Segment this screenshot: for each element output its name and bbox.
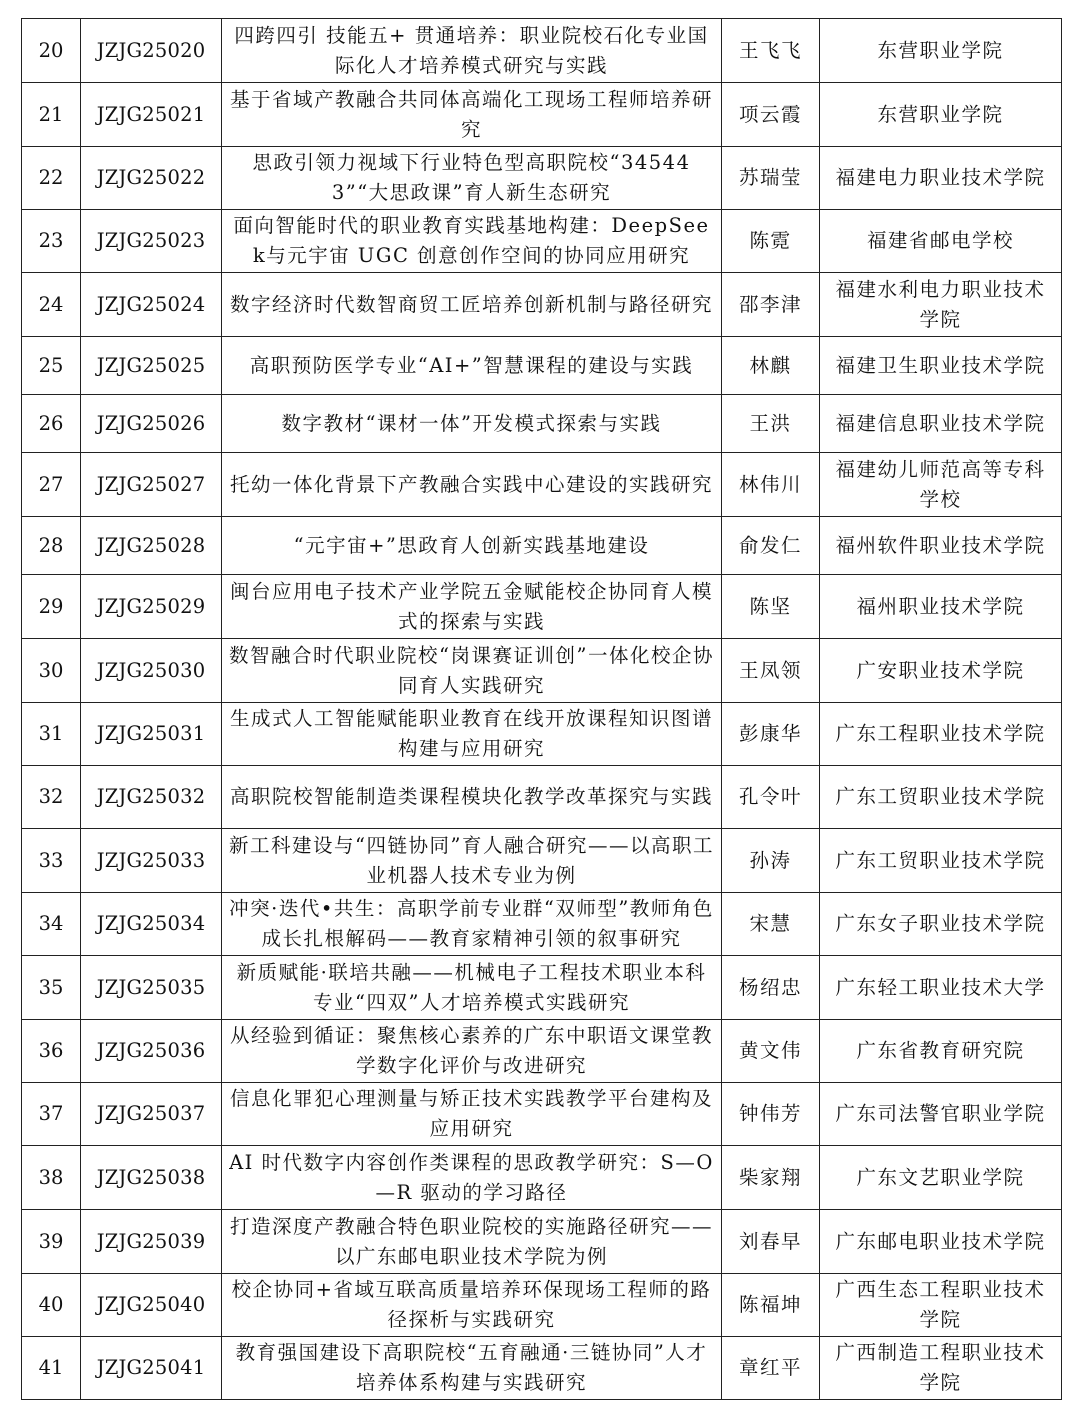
table-row xyxy=(22,703,1062,766)
cell-project-leader: 陈霓 xyxy=(722,210,820,273)
cell-project-leader: 刘春早 xyxy=(722,1210,820,1274)
cell-project-leader: 王凤领 xyxy=(722,639,820,703)
cell-project-code: JZJG25037 xyxy=(81,1083,222,1146)
cell-institution: 东营职业学院 xyxy=(820,83,1062,147)
cell-project-title: AI 时代数字内容创作类课程的思政教学研究：S—O—R 驱动的学习路径 xyxy=(222,1146,722,1210)
cell-project-leader: 林伟川 xyxy=(722,453,820,517)
cell-serial-number: 22 xyxy=(22,147,81,210)
cell-institution: 广东省教育研究院 xyxy=(820,1020,1062,1083)
table-row xyxy=(22,829,1062,893)
cell-institution: 福建幼儿师范高等专科学校 xyxy=(820,453,1062,517)
cell-institution: 广东司法警官职业学院 xyxy=(820,1083,1062,1146)
cell-project-code: JZJG25038 xyxy=(81,1146,222,1210)
table-body xyxy=(22,19,1062,1400)
cell-project-code: JZJG25020 xyxy=(81,19,222,83)
cell-project-code: JZJG25035 xyxy=(81,956,222,1020)
table-row xyxy=(22,575,1062,639)
cell-project-leader: 苏瑞莹 xyxy=(722,147,820,210)
cell-serial-number: 34 xyxy=(22,893,81,956)
cell-project-leader: 项云霞 xyxy=(722,83,820,147)
table-row xyxy=(22,639,1062,703)
project-list-table xyxy=(21,18,1062,1400)
cell-project-title: 高职院校智能制造类课程模块化教学改革探究与实践 xyxy=(222,766,722,829)
table-row xyxy=(22,453,1062,517)
table-row xyxy=(22,395,1062,453)
cell-institution: 广西制造工程职业技术学院 xyxy=(820,1337,1062,1400)
cell-serial-number: 21 xyxy=(22,83,81,147)
cell-project-leader: 邵李津 xyxy=(722,273,820,337)
cell-project-code: JZJG25028 xyxy=(81,517,222,575)
table-row xyxy=(22,273,1062,337)
cell-project-title: 数字经济时代数智商贸工匠培养创新机制与路径研究 xyxy=(222,273,722,337)
cell-project-title: 从经验到循证：聚焦核心素养的广东中职语文课堂教学数字化评价与改进研究 xyxy=(222,1020,722,1083)
cell-project-title: “元宇宙+”思政育人创新实践基地建设 xyxy=(222,517,722,575)
table-row xyxy=(22,210,1062,273)
cell-project-leader: 彭康华 xyxy=(722,703,820,766)
cell-project-code: JZJG25039 xyxy=(81,1210,222,1274)
cell-serial-number: 28 xyxy=(22,517,81,575)
cell-institution: 福州软件职业技术学院 xyxy=(820,517,1062,575)
cell-serial-number: 26 xyxy=(22,395,81,453)
cell-institution: 广西生态工程职业技术学院 xyxy=(820,1274,1062,1337)
cell-project-leader: 王洪 xyxy=(722,395,820,453)
cell-project-leader: 宋慧 xyxy=(722,893,820,956)
cell-institution: 广东工贸职业技术学院 xyxy=(820,766,1062,829)
cell-project-code: JZJG25041 xyxy=(81,1337,222,1400)
cell-project-leader: 陈坚 xyxy=(722,575,820,639)
cell-serial-number: 27 xyxy=(22,453,81,517)
cell-project-leader: 钟伟芳 xyxy=(722,1083,820,1146)
cell-project-code: JZJG25034 xyxy=(81,893,222,956)
table-row xyxy=(22,956,1062,1020)
table-row xyxy=(22,1210,1062,1274)
cell-project-title: 思政引领力视域下行业特色型高职院校“345443”“大思政课”育人新生态研究 xyxy=(222,147,722,210)
cell-project-title: 高职预防医学专业“AI+”智慧课程的建设与实践 xyxy=(222,337,722,395)
cell-project-title: 生成式人工智能赋能职业教育在线开放课程知识图谱构建与应用研究 xyxy=(222,703,722,766)
cell-project-leader: 柴家翔 xyxy=(722,1146,820,1210)
table-row xyxy=(22,1337,1062,1400)
table-row xyxy=(22,83,1062,147)
cell-project-code: JZJG25022 xyxy=(81,147,222,210)
cell-serial-number: 33 xyxy=(22,829,81,893)
cell-serial-number: 23 xyxy=(22,210,81,273)
cell-project-code: JZJG25027 xyxy=(81,453,222,517)
cell-serial-number: 37 xyxy=(22,1083,81,1146)
cell-serial-number: 24 xyxy=(22,273,81,337)
cell-serial-number: 36 xyxy=(22,1020,81,1083)
table-row xyxy=(22,1083,1062,1146)
cell-serial-number: 25 xyxy=(22,337,81,395)
cell-project-leader: 章红平 xyxy=(722,1337,820,1400)
cell-project-code: JZJG25026 xyxy=(81,395,222,453)
cell-project-code: JZJG25024 xyxy=(81,273,222,337)
cell-serial-number: 39 xyxy=(22,1210,81,1274)
cell-project-code: JZJG25033 xyxy=(81,829,222,893)
cell-institution: 广安职业技术学院 xyxy=(820,639,1062,703)
table-row xyxy=(22,517,1062,575)
cell-project-code: JZJG25030 xyxy=(81,639,222,703)
table-row xyxy=(22,1020,1062,1083)
cell-institution: 广东轻工职业技术大学 xyxy=(820,956,1062,1020)
cell-project-leader: 孙涛 xyxy=(722,829,820,893)
cell-project-leader: 俞发仁 xyxy=(722,517,820,575)
cell-serial-number: 40 xyxy=(22,1274,81,1337)
cell-institution: 福建水利电力职业技术学院 xyxy=(820,273,1062,337)
cell-project-title: 托幼一体化背景下产教融合实践中心建设的实践研究 xyxy=(222,453,722,517)
cell-project-code: JZJG25021 xyxy=(81,83,222,147)
cell-project-title: 数智融合时代职业院校“岗课赛证训创”一体化校企协同育人实践研究 xyxy=(222,639,722,703)
cell-project-code: JZJG25031 xyxy=(81,703,222,766)
table-row xyxy=(22,766,1062,829)
cell-project-title: 新工科建设与“四链协同”育人融合研究——以高职工业机器人技术专业为例 xyxy=(222,829,722,893)
cell-institution: 广东邮电职业技术学院 xyxy=(820,1210,1062,1274)
cell-institution: 广东文艺职业学院 xyxy=(820,1146,1062,1210)
cell-project-leader: 孔令叶 xyxy=(722,766,820,829)
cell-institution: 福建电力职业技术学院 xyxy=(820,147,1062,210)
cell-project-code: JZJG25025 xyxy=(81,337,222,395)
cell-serial-number: 20 xyxy=(22,19,81,83)
cell-institution: 福建信息职业技术学院 xyxy=(820,395,1062,453)
cell-serial-number: 38 xyxy=(22,1146,81,1210)
cell-serial-number: 32 xyxy=(22,766,81,829)
cell-project-leader: 林麒 xyxy=(722,337,820,395)
cell-project-title: 冲突·迭代•共生：高职学前专业群“双师型”教师角色成长扎根解码——教育家精神引领的叙事研究 xyxy=(222,893,722,956)
cell-institution: 福建省邮电学校 xyxy=(820,210,1062,273)
cell-project-code: JZJG25040 xyxy=(81,1274,222,1337)
cell-project-code: JZJG25032 xyxy=(81,766,222,829)
cell-serial-number: 30 xyxy=(22,639,81,703)
cell-project-title: 闽台应用电子技术产业学院五金赋能校企协同育人模式的探索与实践 xyxy=(222,575,722,639)
cell-project-code: JZJG25036 xyxy=(81,1020,222,1083)
cell-serial-number: 35 xyxy=(22,956,81,1020)
cell-institution: 福建卫生职业技术学院 xyxy=(820,337,1062,395)
cell-project-code: JZJG25029 xyxy=(81,575,222,639)
cell-institution: 广东工贸职业技术学院 xyxy=(820,829,1062,893)
cell-project-title: 新质赋能·联培共融——机械电子工程技术职业本科专业“四双”人才培养模式实践研究 xyxy=(222,956,722,1020)
cell-project-title: 面向智能时代的职业教育实践基地构建：DeepSeek与元宇宙 UGC 创意创作空间的协同应用研究 xyxy=(222,210,722,273)
cell-serial-number: 41 xyxy=(22,1337,81,1400)
cell-project-title: 数字教材“课材一体”开发模式探索与实践 xyxy=(222,395,722,453)
cell-project-title: 校企协同+省域互联高质量培养环保现场工程师的路径探析与实践研究 xyxy=(222,1274,722,1337)
cell-serial-number: 29 xyxy=(22,575,81,639)
table-row xyxy=(22,19,1062,83)
cell-project-title: 教育强国建设下高职院校“五育融通·三链协同”人才培养体系构建与实践研究 xyxy=(222,1337,722,1400)
table-row xyxy=(22,147,1062,210)
table-row xyxy=(22,893,1062,956)
cell-serial-number: 31 xyxy=(22,703,81,766)
cell-project-title: 打造深度产教融合特色职业院校的实施路径研究——以广东邮电职业技术学院为例 xyxy=(222,1210,722,1274)
cell-project-leader: 黄文伟 xyxy=(722,1020,820,1083)
cell-project-leader: 王飞飞 xyxy=(722,19,820,83)
cell-project-code: JZJG25023 xyxy=(81,210,222,273)
cell-institution: 广东女子职业技术学院 xyxy=(820,893,1062,956)
table-row xyxy=(22,1274,1062,1337)
table-row xyxy=(22,1146,1062,1210)
cell-project-title: 四跨四引 技能五+ 贯通培养：职业院校石化专业国际化人才培养模式研究与实践 xyxy=(222,19,722,83)
cell-institution: 广东工程职业技术学院 xyxy=(820,703,1062,766)
cell-project-leader: 杨绍忠 xyxy=(722,956,820,1020)
cell-project-title: 基于省域产教融合共同体高端化工现场工程师培养研究 xyxy=(222,83,722,147)
cell-project-title: 信息化罪犯心理测量与矫正技术实践教学平台建构及应用研究 xyxy=(222,1083,722,1146)
cell-project-leader: 陈福坤 xyxy=(722,1274,820,1337)
table-row xyxy=(22,337,1062,395)
cell-institution: 福州职业技术学院 xyxy=(820,575,1062,639)
cell-institution: 东营职业学院 xyxy=(820,19,1062,83)
